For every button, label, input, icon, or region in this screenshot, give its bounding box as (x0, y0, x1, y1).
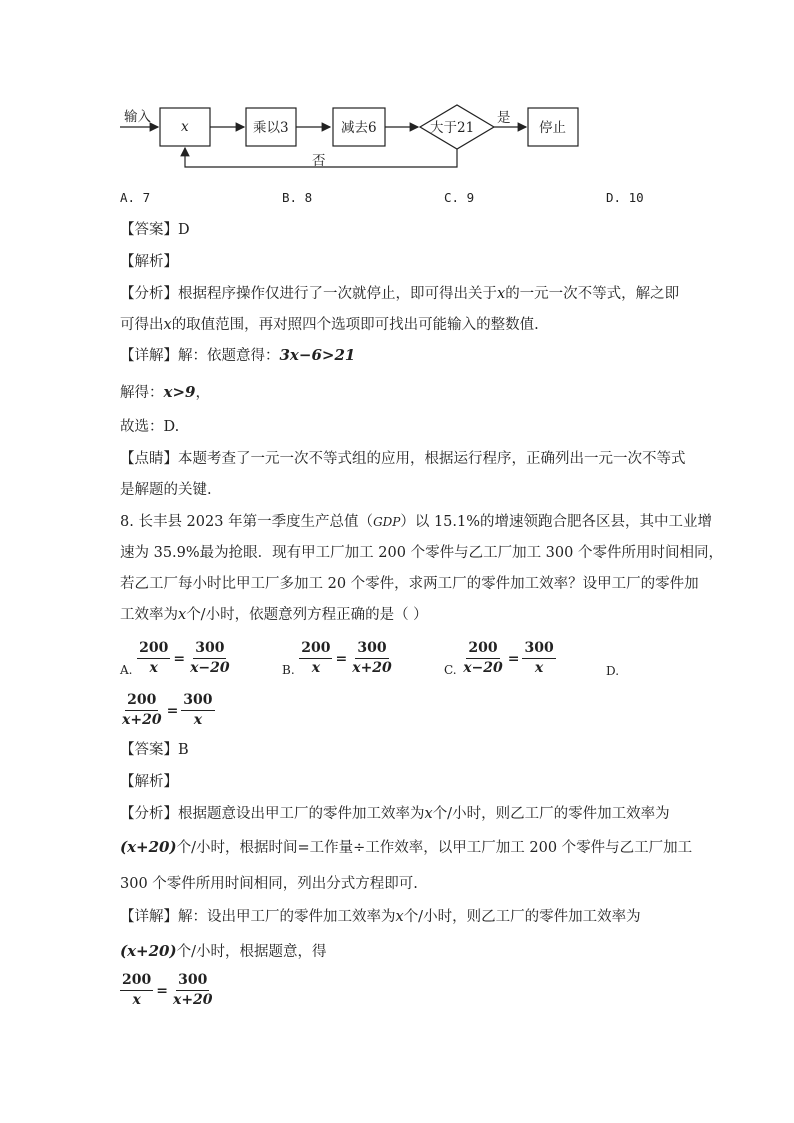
q8-fenxi-line-1: 【分析】根据题意设出甲工厂的零件加工效率为x个/小时，则乙工厂的零件加工效率为 (120, 806, 670, 822)
q7-solve: 解得：x>9， (120, 383, 210, 401)
q7-option-d: D. 10 (606, 190, 644, 205)
q8-stem-line-2: 速为 35.9%最为抢眼．现有甲工厂加工 200 个零件与乙工厂加工 300 个零件所用时间相同， (120, 545, 723, 561)
q8-detail-line-2: (x+20)个/小时，根据题意，得 (120, 942, 327, 960)
q8-option-c: C. $\frac{200}{x-20}$ = $\frac{300}{x}$ (444, 640, 554, 677)
flow-input-label: 输入 (124, 109, 151, 125)
program-flowchart (0, 95, 794, 275)
q7-fenxi-line-1: 【分析】根据程序操作仅进行了一次就停止，即可得出关于x的一元一次不等式，解之即 (120, 286, 680, 302)
q8-option-d: $\frac{200}{x+20}$ = $\frac{300}{x}$ (122, 692, 213, 728)
flow-decision-label: 大于21 (430, 120, 475, 136)
flow-box-multiply-label: 乘以3 (253, 120, 289, 136)
q7-answer: 【答案】D (120, 222, 190, 238)
q8-option-d-label: D. (606, 664, 620, 678)
q7-option-b: B. 8 (282, 190, 313, 205)
q7-comment-line-2: 是解题的关键. (120, 482, 212, 498)
flow-box-x-label: x (181, 119, 189, 135)
q8-fenxi-line-2: (x+20)个/小时，根据时间=工作量÷工作效率，以甲工厂加工 200 个零件与乙工厂加工 (120, 838, 693, 856)
q8-option-b: B. $\frac{200}{x}$ = $\frac{300}{x+20}$ (282, 640, 392, 677)
flow-box-subtract-label: 减去6 (341, 120, 377, 136)
q8-fenxi-line-3: 300 个零件所用时间相同，列出分式方程即可. (120, 876, 418, 892)
q7-analysis-title: 【解析】 (120, 254, 178, 270)
q7-option-a: A. 7 (120, 190, 151, 205)
q8-stem-line-3: 若乙工厂每小时比甲工厂多加工 20 个零件，求两工厂的零件加工效率？设甲工厂的零件加 (120, 576, 699, 592)
flow-yes-label: 是 (497, 110, 511, 126)
flow-no-label: 否 (312, 153, 326, 169)
flow-box-stop-label: 停止 (539, 120, 566, 136)
q8-detail-equation: $\frac{200}{x}$ = $\frac{300}{x+20}$ (122, 972, 213, 1008)
q7-detail: 【详解】解：依题意得：3x−6>21 (120, 346, 356, 364)
q7-comment-line-1: 【点睛】本题考查了一元一次不等式组的应用，根据运行程序，正确列出一元一次不等式 (120, 451, 686, 467)
q8-answer: 【答案】B (120, 742, 189, 758)
q7-fenxi-line-2: 可得出x的取值范围，再对照四个选项即可找出可能输入的整数值. (120, 317, 539, 333)
q8-stem-line-4: 工效率为x个/小时，依题意列方程正确的是（ ） (120, 607, 428, 623)
q7-option-c: C. 9 (444, 190, 475, 205)
q8-detail-line-1: 【详解】解：设出甲工厂的零件加工效率为x个/小时，则乙工厂的零件加工效率为 (120, 909, 641, 925)
q8-option-a: A. $\frac{200}{x}$ = $\frac{300}{x-20}$ (120, 640, 230, 677)
q8-analysis-title: 【解析】 (120, 774, 178, 790)
q7-choose: 故选：D. (120, 419, 180, 435)
q8-stem-line-1: 8. 长丰县 2023 年第一季度生产总值（GDP）以 15.1%的增速领跑合肥各区县，其中工业增 (120, 514, 713, 530)
